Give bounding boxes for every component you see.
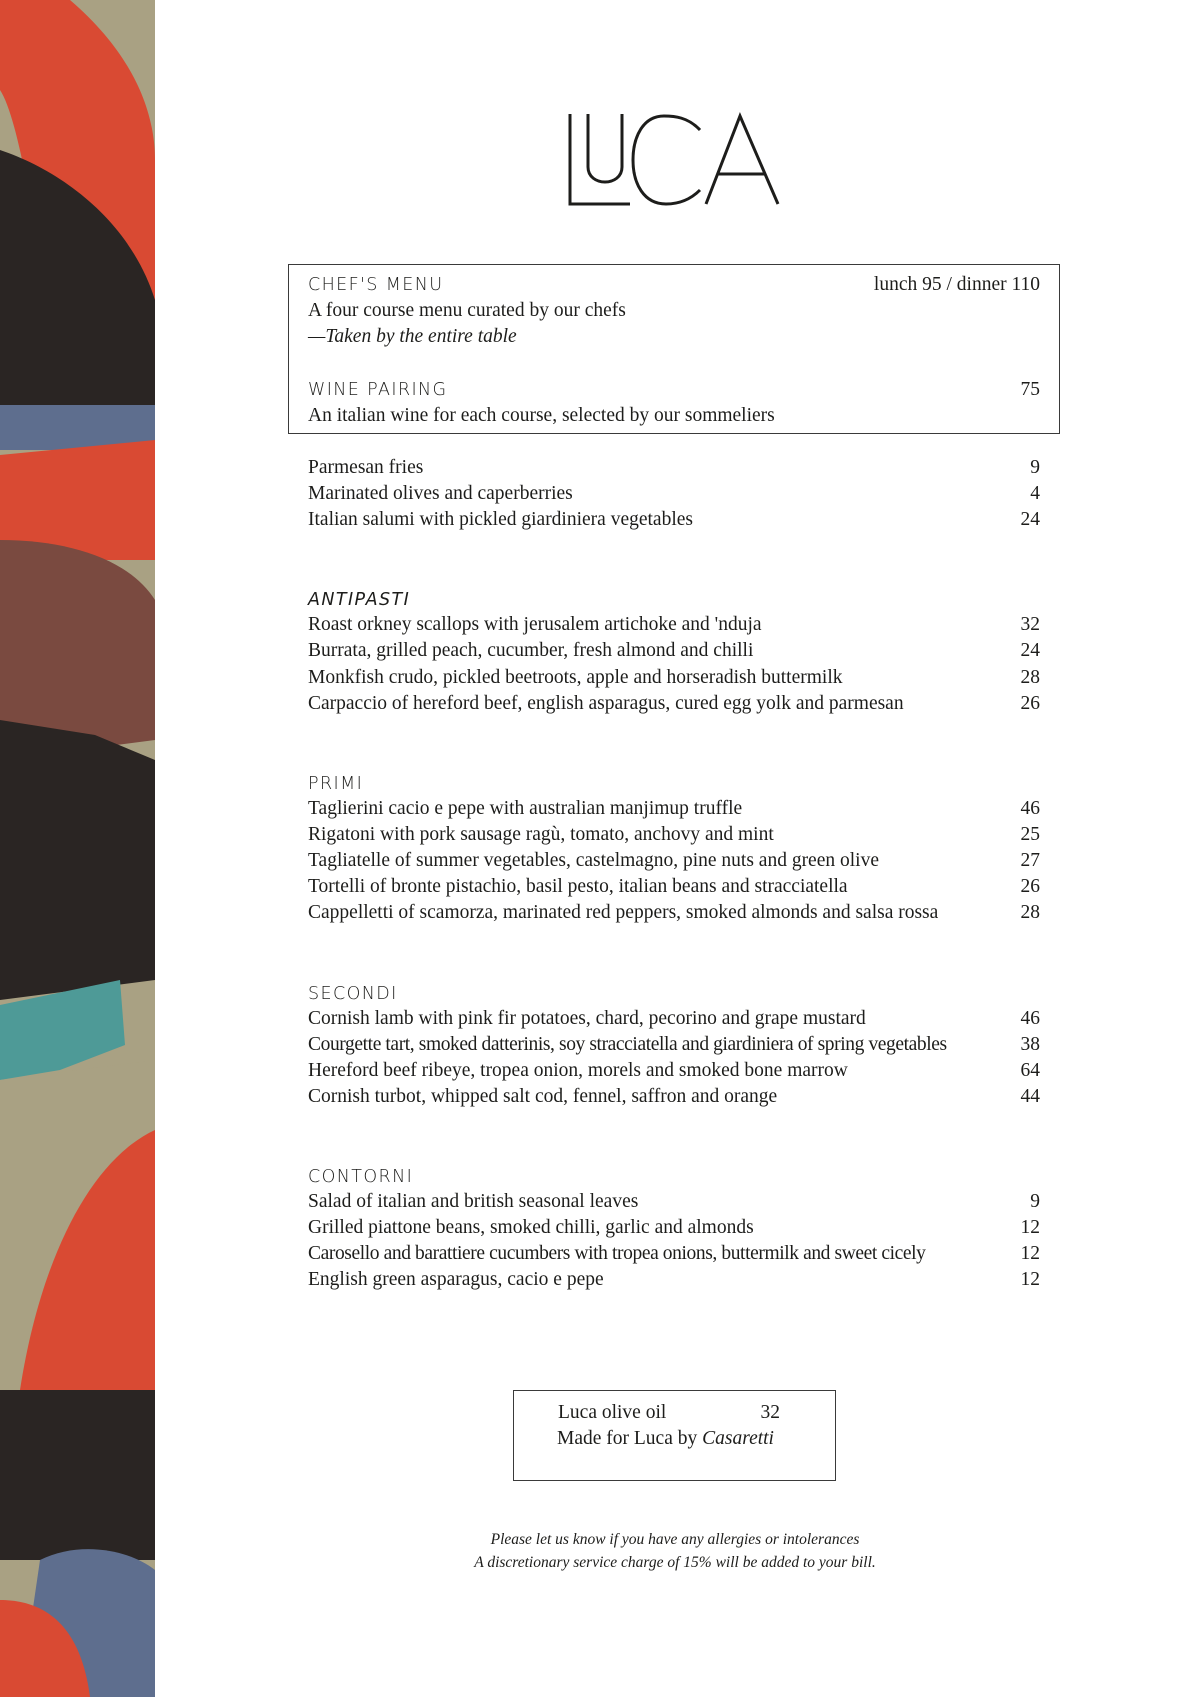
- section-title-antipasti: ANTIPASTI: [308, 590, 411, 610]
- item-price: 64: [1020, 1060, 1040, 1081]
- item-price: 12: [1020, 1269, 1040, 1290]
- item-price: 26: [1020, 876, 1040, 897]
- item-name: Tagliatelle of summer vegetables, castelmagno, pine nuts and green olive: [308, 850, 879, 871]
- menu-item: [308, 876, 1040, 898]
- section-heading: [308, 590, 1040, 610]
- item-name: Carpaccio of hereford beef, english asparagus, cured egg yolk and parmesan: [308, 693, 904, 714]
- menu-item: [308, 1269, 1040, 1291]
- item-price: 32: [1020, 614, 1040, 635]
- item-price: 24: [1020, 640, 1040, 661]
- menu-item: [308, 824, 1040, 846]
- item-name: Cornish turbot, whipped salt cod, fennel, saffron and orange: [308, 1086, 778, 1107]
- item-name: Roast orkney scallops with jerusalem artichoke and 'nduja: [308, 614, 762, 635]
- menu-item: [308, 902, 1040, 924]
- item-name: Cappelletti of scamorza, marinated red peppers, smoked almonds and salsa rossa: [308, 902, 939, 923]
- item-price: 27: [1020, 850, 1040, 871]
- olive-oil-name: Luca olive oil: [558, 1402, 667, 1423]
- service-charge-note: A discretionary service charge of 15% will be added to your bill.: [474, 1554, 876, 1571]
- olive-oil-maker: Casaretti: [702, 1428, 774, 1449]
- menu-item: [308, 1034, 1040, 1056]
- chefs-menu-description: A four course menu curated by our chefs: [308, 300, 626, 321]
- item-name: Italian salumi with pickled giardiniera vegetables: [308, 509, 693, 530]
- menu-item: [308, 798, 1040, 820]
- section-heading: [308, 1167, 1040, 1187]
- decorative-art-strip: [0, 0, 155, 1697]
- menu-item: [308, 1243, 1040, 1265]
- menu-item: [308, 640, 1040, 662]
- wine-pairing-price: 75: [1020, 379, 1040, 400]
- item-name: Cornish lamb with pink fir potatoes, chard, pecorino and grape mustard: [308, 1008, 866, 1029]
- menu-item: [308, 457, 1040, 479]
- item-name: Hereford beef ribeye, tropea onion, morels and smoked bone marrow: [308, 1060, 848, 1081]
- item-name: English green asparagus, cacio e pepe: [308, 1269, 604, 1290]
- luca-logo: [568, 112, 782, 208]
- menu-item: [308, 483, 1040, 505]
- item-name: Taglierini cacio e pepe with australian manjimup truffle: [308, 798, 743, 819]
- item-price: 28: [1020, 902, 1040, 923]
- section-heading: [308, 774, 1040, 794]
- item-name: Carosello and barattiere cucumbers with tropea onions, buttermilk and sweet cicely: [308, 1243, 926, 1264]
- wine-pairing-description: An italian wine for each course, selected by our sommeliers: [308, 405, 775, 426]
- olive-oil-maker-line: [557, 1428, 774, 1450]
- wine-pairing-row: [308, 379, 1040, 401]
- menu-item: [308, 1191, 1040, 1213]
- item-name: Burrata, grilled peach, cucumber, fresh almond and chilli: [308, 640, 754, 661]
- olive-oil-maker-prefix: Made for Luca by: [557, 1428, 698, 1449]
- menu-item: [308, 1008, 1040, 1030]
- olive-oil-row: [558, 1402, 780, 1424]
- item-price: 9: [1030, 457, 1040, 478]
- section-title-contorni: CONTORNI: [308, 1167, 414, 1187]
- menu-item: [308, 614, 1040, 636]
- item-price: 44: [1020, 1086, 1040, 1107]
- item-price: 28: [1020, 667, 1040, 688]
- menu-item: [308, 1060, 1040, 1082]
- chefs-menu-title: CHEF'S MENU: [308, 275, 444, 295]
- item-price: 9: [1030, 1191, 1040, 1212]
- menu-item: [308, 850, 1040, 872]
- menu-item: [308, 1217, 1040, 1239]
- item-name: Salad of italian and british seasonal leaves: [308, 1191, 639, 1212]
- item-price: 12: [1020, 1217, 1040, 1238]
- olive-oil-price: 32: [760, 1402, 780, 1423]
- item-name: Grilled piattone beans, smoked chilli, garlic and almonds: [308, 1217, 754, 1238]
- menu-item: [308, 509, 1040, 531]
- item-price: 46: [1020, 1008, 1040, 1029]
- item-price: 26: [1020, 693, 1040, 714]
- item-name: Tortelli of bronte pistachio, basil pesto, italian beans and stracciatella: [308, 876, 848, 897]
- item-name: Courgette tart, smoked datterinis, soy stracciatella and giardiniera of spring vegetables: [308, 1034, 947, 1055]
- chefs-menu-price: lunch 95 / dinner 110: [873, 274, 1040, 295]
- section-heading: [308, 984, 1040, 1004]
- item-price: 38: [1020, 1034, 1040, 1055]
- menu-item: [308, 1086, 1040, 1108]
- section-title-secondi: SECONDI: [308, 984, 398, 1004]
- item-price: 25: [1020, 824, 1040, 845]
- chefs-menu-row: [308, 274, 1040, 296]
- allergy-note: Please let us know if you have any allergies or intolerances: [490, 1531, 860, 1548]
- item-price: 46: [1020, 798, 1040, 819]
- menu-item: [308, 693, 1040, 715]
- section-title-primi: PRIMI: [308, 774, 364, 794]
- menu-item: [308, 667, 1040, 689]
- item-name: Parmesan fries: [308, 457, 424, 478]
- item-price: 12: [1020, 1243, 1040, 1264]
- wine-pairing-title: WINE PAIRING: [308, 380, 448, 400]
- item-name: Monkfish crudo, pickled beetroots, apple and horseradish buttermilk: [308, 667, 843, 688]
- item-name: Rigatoni with pork sausage ragù, tomato, anchovy and mint: [308, 824, 774, 845]
- item-name: Marinated olives and caperberries: [308, 483, 573, 504]
- item-price: 24: [1020, 509, 1040, 530]
- chefs-menu-note: —Taken by the entire table: [308, 326, 517, 347]
- item-price: 4: [1030, 483, 1040, 504]
